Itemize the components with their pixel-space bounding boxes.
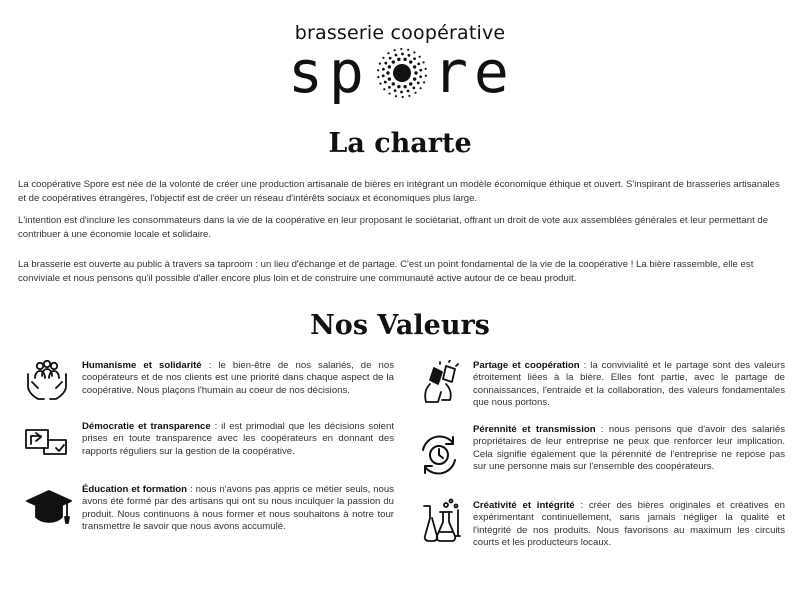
- valeur-partage-text: : la convivialité et le partage sont des valeurs étroitement liées à la bière. Elles font partie, avec le partage de connaissances, l'entraide et la collaboration, des valeurs fondamentales que nous portons.: [473, 360, 785, 409]
- beer-toast-icon: [416, 360, 466, 410]
- valeur-education-title: Éducation et formation: [82, 484, 188, 495]
- charte-title: La charte: [328, 128, 472, 159]
- ballot-box-icon: [22, 420, 72, 470]
- brand-logo[interactable]: [0, 22, 800, 106]
- hands-people-icon: [22, 356, 72, 406]
- valeur-humanisme-title: Humanisme et solidarité: [82, 360, 202, 371]
- valeur-democratie: [82, 421, 394, 458]
- valeur-education-text: : nous n'avons pas appris ce métier seuls, nous avons été formé par des artisans qui ont su nous inculquer la passion du produit. Nous continuons à nous former et nous souhaitons à notre tour transmettre le savoir que nous avons accumulé.: [82, 484, 395, 533]
- valeur-perennite-title: Pérennité et transmission: [473, 424, 596, 435]
- valeurs-title: Nos Valeurs: [310, 310, 490, 341]
- valeur-education: [82, 484, 394, 534]
- charte-paragraph-2: L'intention est d'inclure les consommateurs dans la vie de la coopérative en leur proposant le sociétariat, offrant un droit de vote aux assemblées générales et leur permettant de contribuer à une économie locale et solidaire.: [18, 215, 769, 240]
- logo-wordmark: [0, 38, 800, 106]
- valeur-partage-title: Partage et coopération: [473, 360, 580, 371]
- charte-paragraph-3: La brasserie est ouverte au public à travers sa taproom : un lieu d'échange et de partage. C'est un point fondamental de la vie de la coopérative ! La bière rassemble, elle est conviviale et nous pensons qu'il possible d'aller encore plus loin et de construire une communauté active autour de ce beau produit.: [18, 259, 754, 284]
- charte-paragraph-1: La coopérative Spore est née de la volonté de créer une production artisanale de bières en intégrant un modèle économique éthique et ouvert. S'inspirant de brasseries artisanales et de coopératives étrangères, l'objectif est de créer un réseau d'intérêts sociaux et économiques plus large.: [18, 179, 780, 204]
- spore-sun-icon: [372, 44, 432, 100]
- lab-flasks-icon: [416, 496, 466, 546]
- logo-word-left: sp: [288, 38, 370, 106]
- valeur-perennite-text: : nous pensons que d'avoir des salariés propriétaires de leur entreprise ne peux que renforcer leur implication. Cela signifie également que la pérennité de l'entreprise ne repose pas sur une personne mais sur l'ensemble des coopérateurs.: [473, 424, 785, 473]
- valeur-democratie-title: Démocratie et transparence: [82, 421, 211, 432]
- valeur-creativite: [473, 500, 785, 550]
- graduation-cap-icon: [24, 484, 74, 534]
- valeur-humanisme: [82, 360, 394, 397]
- valeur-democratie-text: : il est primodial que les décisions soient prises en toute transparence avec les coopérateurs en donnant des rapports réguliers sur la gestion de la coopérative.: [82, 421, 394, 457]
- valeur-creativite-title: Créativité et intégrité: [473, 500, 575, 511]
- valeur-partage: [473, 360, 785, 410]
- valeur-humanisme-text: : le bien-être de nos salariés, de nos coopérateurs et de nos clients est une priorité dans chaque aspect de la coopérative. Nous plaçons l'humain au coeur de nos décisions.: [82, 360, 394, 396]
- valeur-creativite-text: : créer des bières originales et créatives en expérimentant continuellement, sans jamais négliger la qualité et l'intégrité de nos produits. Nous favorisons au maximum les circuits courts et les producteurs locaux.: [473, 500, 785, 549]
- valeur-perennite: [473, 424, 785, 474]
- logo-subtitle: brasserie coopérative: [294, 22, 506, 44]
- logo-word-right: re: [433, 38, 515, 106]
- cycle-clock-icon: [414, 430, 464, 480]
